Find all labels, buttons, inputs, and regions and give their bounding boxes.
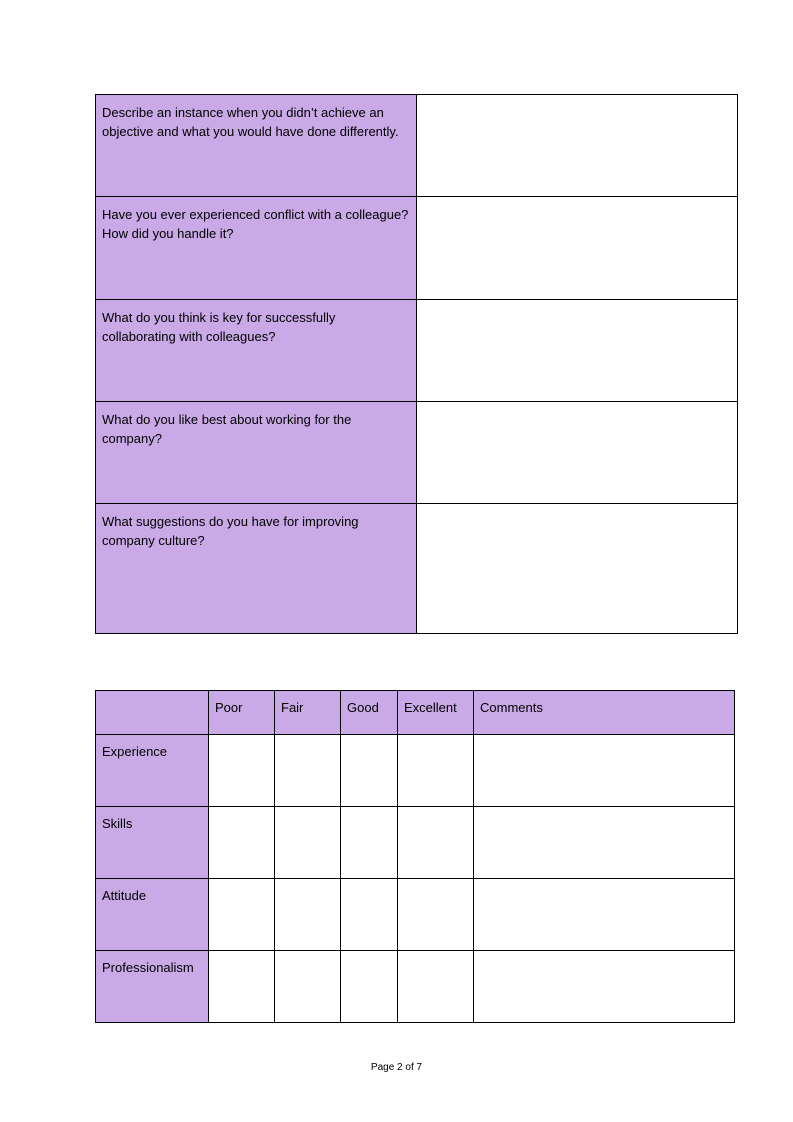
answer-field[interactable]: [417, 300, 738, 402]
rating-row-label: Professionalism: [96, 951, 209, 1023]
rating-header-blank: [96, 691, 209, 735]
rating-cell-good[interactable]: [341, 807, 398, 879]
rating-cell-comments[interactable]: [474, 951, 735, 1023]
rating-cell-poor[interactable]: [209, 807, 275, 879]
rating-cell-comments[interactable]: [474, 807, 735, 879]
rating-cell-poor[interactable]: [209, 879, 275, 951]
rating-cell-fair[interactable]: [275, 951, 341, 1023]
rating-header-row: [96, 691, 735, 735]
rating-row-attitude: [96, 879, 735, 951]
rating-header-excellent: Excellent: [398, 691, 474, 735]
page-number: Page 2 of 7: [370, 1062, 423, 1073]
question-text: What suggestions do you have for improving company culture?: [96, 504, 417, 634]
rating-cell-fair[interactable]: [275, 735, 341, 807]
rating-row-professionalism: [96, 951, 735, 1023]
question-row: [96, 402, 738, 504]
questions-table: [95, 94, 738, 634]
rating-header-fair: Fair: [275, 691, 341, 735]
question-row: [96, 95, 738, 197]
rating-cell-excellent[interactable]: [398, 951, 474, 1023]
answer-field[interactable]: [417, 95, 738, 197]
rating-cell-good[interactable]: [341, 879, 398, 951]
question-row: [96, 300, 738, 402]
rating-header-good: Good: [341, 691, 398, 735]
answer-field[interactable]: [417, 402, 738, 504]
answer-field[interactable]: [417, 197, 738, 300]
question-text: What do you think is key for successfully collaborating with colleagues?: [96, 300, 417, 402]
question-text: What do you like best about working for the company?: [96, 402, 417, 504]
rating-cell-excellent[interactable]: [398, 879, 474, 951]
answer-field[interactable]: [417, 504, 738, 634]
rating-header-comments: Comments: [474, 691, 735, 735]
rating-table: [95, 690, 735, 1023]
rating-cell-poor[interactable]: [209, 735, 275, 807]
rating-cell-poor[interactable]: [209, 951, 275, 1023]
rating-header-poor: Poor: [209, 691, 275, 735]
rating-cell-comments[interactable]: [474, 735, 735, 807]
rating-row-label: Attitude: [96, 879, 209, 951]
rating-row-experience: [96, 735, 735, 807]
rating-row-label: Experience: [96, 735, 209, 807]
question-row: [96, 197, 738, 300]
rating-cell-excellent[interactable]: [398, 735, 474, 807]
question-row: [96, 504, 738, 634]
rating-cell-fair[interactable]: [275, 879, 341, 951]
rating-cell-excellent[interactable]: [398, 807, 474, 879]
question-text: Describe an instance when you didn’t achieve an objective and what you would have done differently.: [96, 95, 417, 197]
question-text: Have you ever experienced conflict with a colleague? How did you handle it?: [96, 197, 417, 300]
rating-row-skills: [96, 807, 735, 879]
rating-cell-good[interactable]: [341, 735, 398, 807]
rating-cell-fair[interactable]: [275, 807, 341, 879]
rating-row-label: Skills: [96, 807, 209, 879]
rating-cell-comments[interactable]: [474, 879, 735, 951]
rating-cell-good[interactable]: [341, 951, 398, 1023]
